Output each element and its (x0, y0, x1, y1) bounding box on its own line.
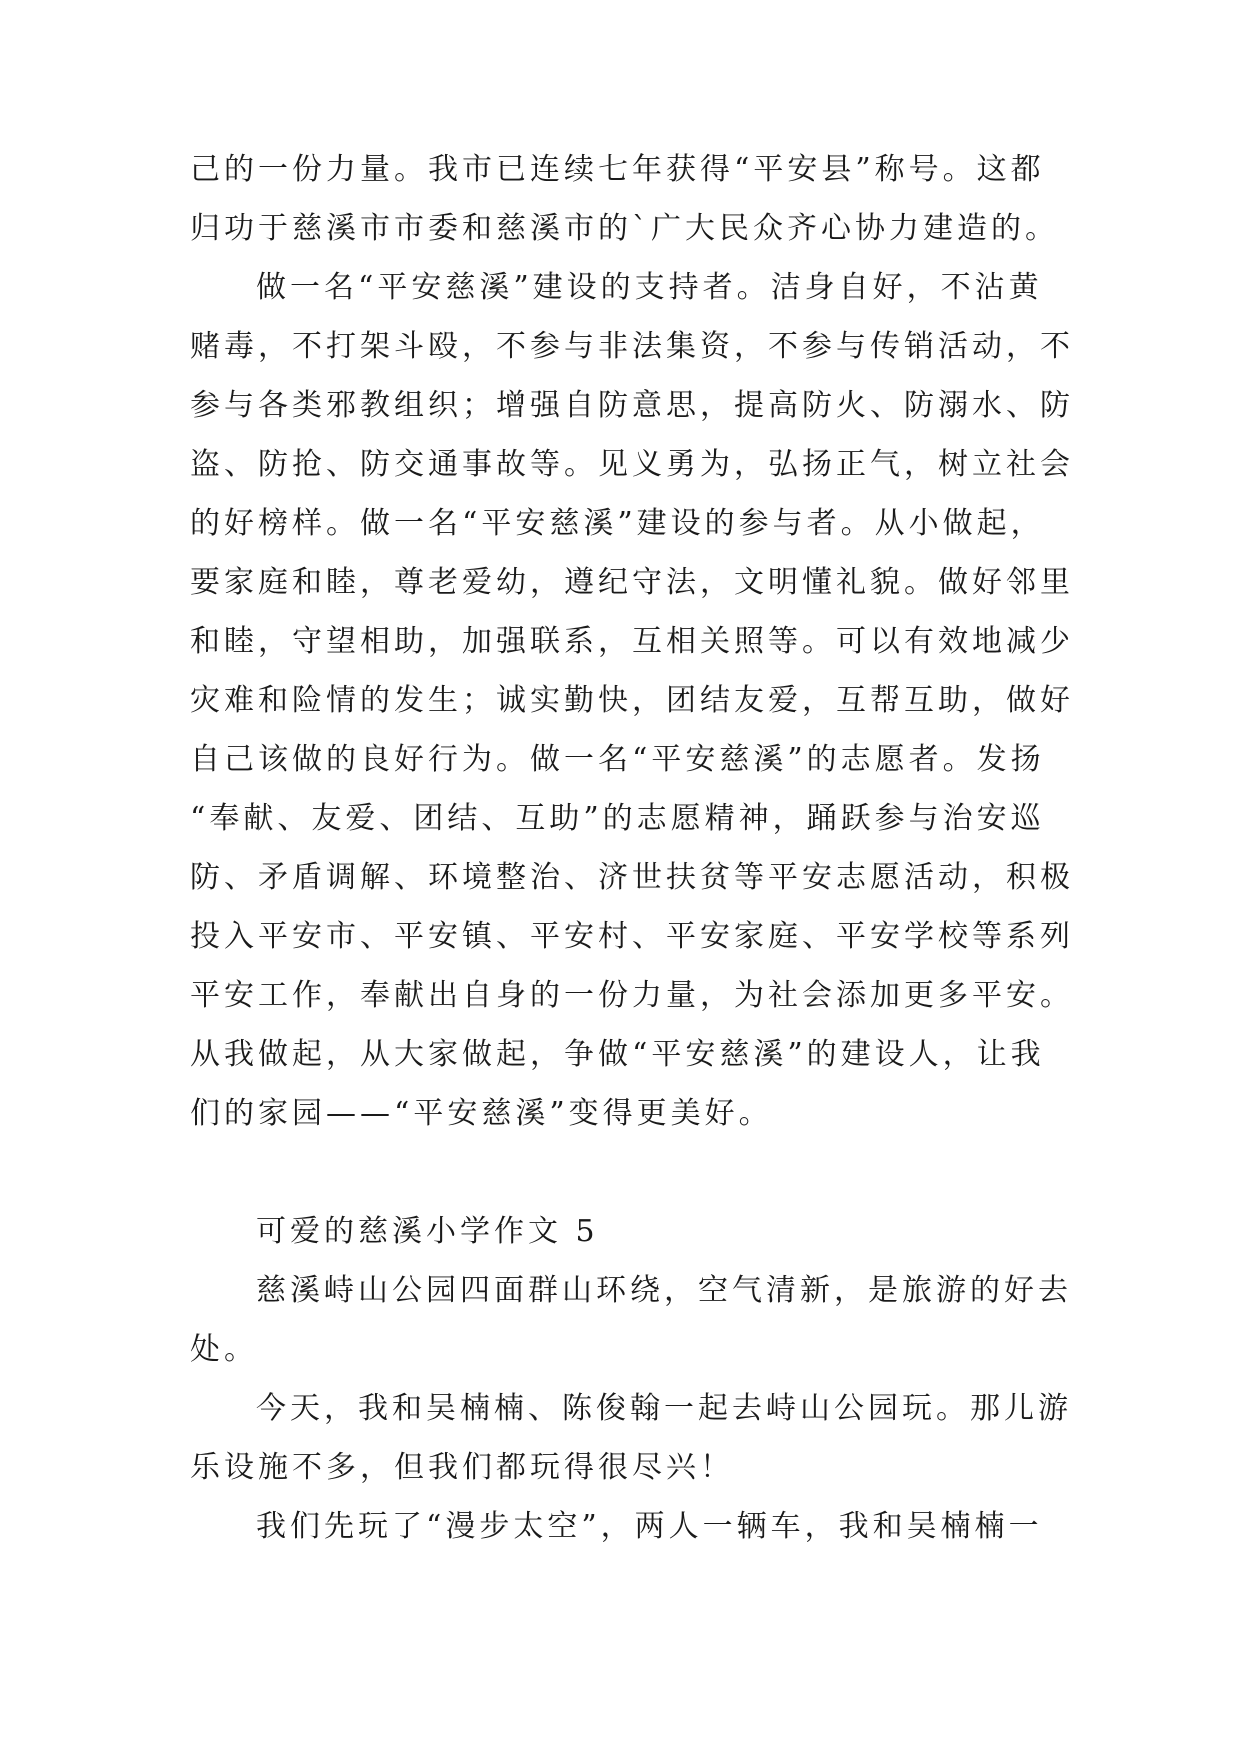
text-line-4: 赌毒，不打架斗殴，不参与非法集资，不参与传销活动，不 (190, 329, 1074, 364)
text-line-18: 慈溪峙山公园四面群山环绕，空气清新，是旅游的好去 (256, 1273, 1072, 1308)
section-heading: 可爱的慈溪小学作文 5 (256, 1214, 599, 1249)
text-line-1: 己的一份力量。我市已连续七年获得“平安县”称号。这都 (190, 152, 1045, 187)
text-line-10: 灾难和险情的发生；诚实勤快，团结友爱，互帮互助，做好 (190, 683, 1074, 718)
text-line-9: 和睦，守望相助，加强联系，互相关照等。可以有效地减少 (190, 624, 1074, 659)
text-line-15: 平安工作，奉献出自身的一份力量，为社会添加更多平安。 (190, 978, 1074, 1013)
text-line-8: 要家庭和睦，尊老爱幼，遵纪守法，文明懂礼貌。做好邻里 (190, 565, 1074, 600)
text-line-13: 防、矛盾调解、环境整治、济世扶贫等平安志愿活动，积极 (190, 860, 1074, 895)
text-line-14: 投入平安市、平安镇、平安村、平安家庭、平安学校等系列 (190, 919, 1074, 954)
text-line-17: 们的家园——“平安慈溪”变得更美好。 (190, 1096, 773, 1131)
text-line-5: 参与各类邪教组织；增强自防意思，提高防火、防溺水、防 (190, 388, 1074, 423)
text-line-11: 自己该做的良好行为。做一名“平安慈溪”的志愿者。发扬 (190, 742, 1045, 777)
text-line-21: 乐设施不多，但我们都玩得很尽兴！ (190, 1450, 734, 1485)
text-line-3: 做一名“平安慈溪”建设的支持者。洁身自好，不沾黄 (256, 270, 1043, 305)
text-line-22: 我们先玩了“漫步太空”，两人一辆车，我和吴楠楠一 (256, 1509, 1043, 1544)
text-line-7: 的好榜样。做一名“平安慈溪”建设的参与者。从小做起， (190, 506, 1045, 541)
text-line-19: 处。 (190, 1332, 258, 1367)
text-line-12: “奉献、友爱、团结、互助”的志愿精神，踊跃参与治安巡 (190, 801, 1045, 836)
text-line-20: 今天，我和吴楠楠、陈俊翰一起去峙山公园玩。那儿游 (256, 1391, 1072, 1426)
text-line-2: 归功于慈溪市市委和慈溪市的`广大民众齐心协力建造的。 (190, 211, 1059, 246)
text-line-6: 盗、防抢、防交通事故等。见义勇为，弘扬正气，树立社会 (190, 447, 1074, 482)
text-line-16: 从我做起，从大家做起，争做“平安慈溪”的建设人，让我 (190, 1037, 1045, 1072)
